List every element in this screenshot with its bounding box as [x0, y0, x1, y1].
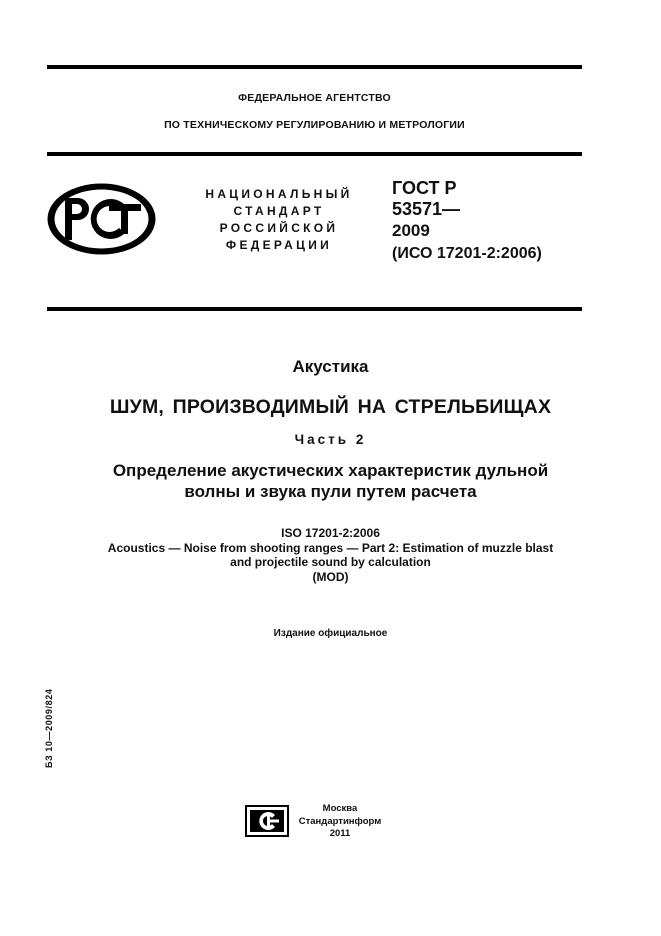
agency-line-1: ФЕДЕРАЛЬНОЕ АГЕНТСТВО	[238, 92, 391, 104]
standartinform-logo-icon	[245, 805, 289, 837]
designation-line-1: ГОСТ Р	[392, 178, 457, 198]
designation-line-2: 53571—	[392, 199, 461, 219]
agency-line-2: ПО ТЕХНИЧЕСКОМУ РЕГУЛИРОВАНИЮ И МЕТРОЛОГИИ	[164, 119, 465, 131]
rst-logo-icon	[45, 181, 158, 257]
national-standard-line-4: ФЕДЕРАЦИИ	[225, 238, 333, 252]
national-standard-line-3: РОССИЙСКОЙ	[219, 221, 339, 235]
publisher-city: Москва	[322, 803, 358, 814]
header-rule	[47, 152, 582, 156]
main-title: ШУМ, ПРОИЗВОДИМЫЙ НА СТРЕЛЬБИЩАХ	[109, 396, 552, 418]
iso-reference	[40, 526, 621, 584]
publisher-block	[297, 803, 383, 841]
subtitle	[40, 460, 621, 502]
iso-modification: (MOD)	[312, 569, 349, 584]
subtitle-line-2: волны и звука пули путем расчета	[184, 482, 477, 501]
publisher-name: Стандартинформ	[298, 815, 382, 827]
side-code: БЗ 10—2009/824	[44, 688, 54, 768]
iso-title-line-1: Acoustics — Noise from shooting ranges — Part 2: Estimation of muzzle blast	[107, 540, 554, 555]
subtitle-line-1: Определение акустических характеристик дульной	[112, 461, 549, 480]
national-standard-line-2: СТАНДАРТ	[233, 204, 325, 218]
iso-title-line-2: and projectile sound by calculation	[230, 555, 431, 569]
iso-number: ISO 17201-2:2006	[281, 526, 380, 540]
designation-rule	[47, 307, 582, 311]
topic-title: Акустика	[292, 357, 369, 376]
designation-line-4: (ИСО 17201-2:2006)	[392, 245, 542, 262]
standard-designation	[392, 178, 542, 264]
designation-line-3: 2009	[392, 221, 430, 240]
edition-label: Издание официальное	[273, 628, 388, 639]
top-rule	[47, 65, 582, 69]
national-standard-label	[185, 186, 373, 254]
publication-year: 2011	[329, 828, 351, 839]
part-number: Часть 2	[294, 432, 367, 447]
national-standard-line-1: НАЦИОНАЛЬНЫЙ	[205, 187, 353, 201]
